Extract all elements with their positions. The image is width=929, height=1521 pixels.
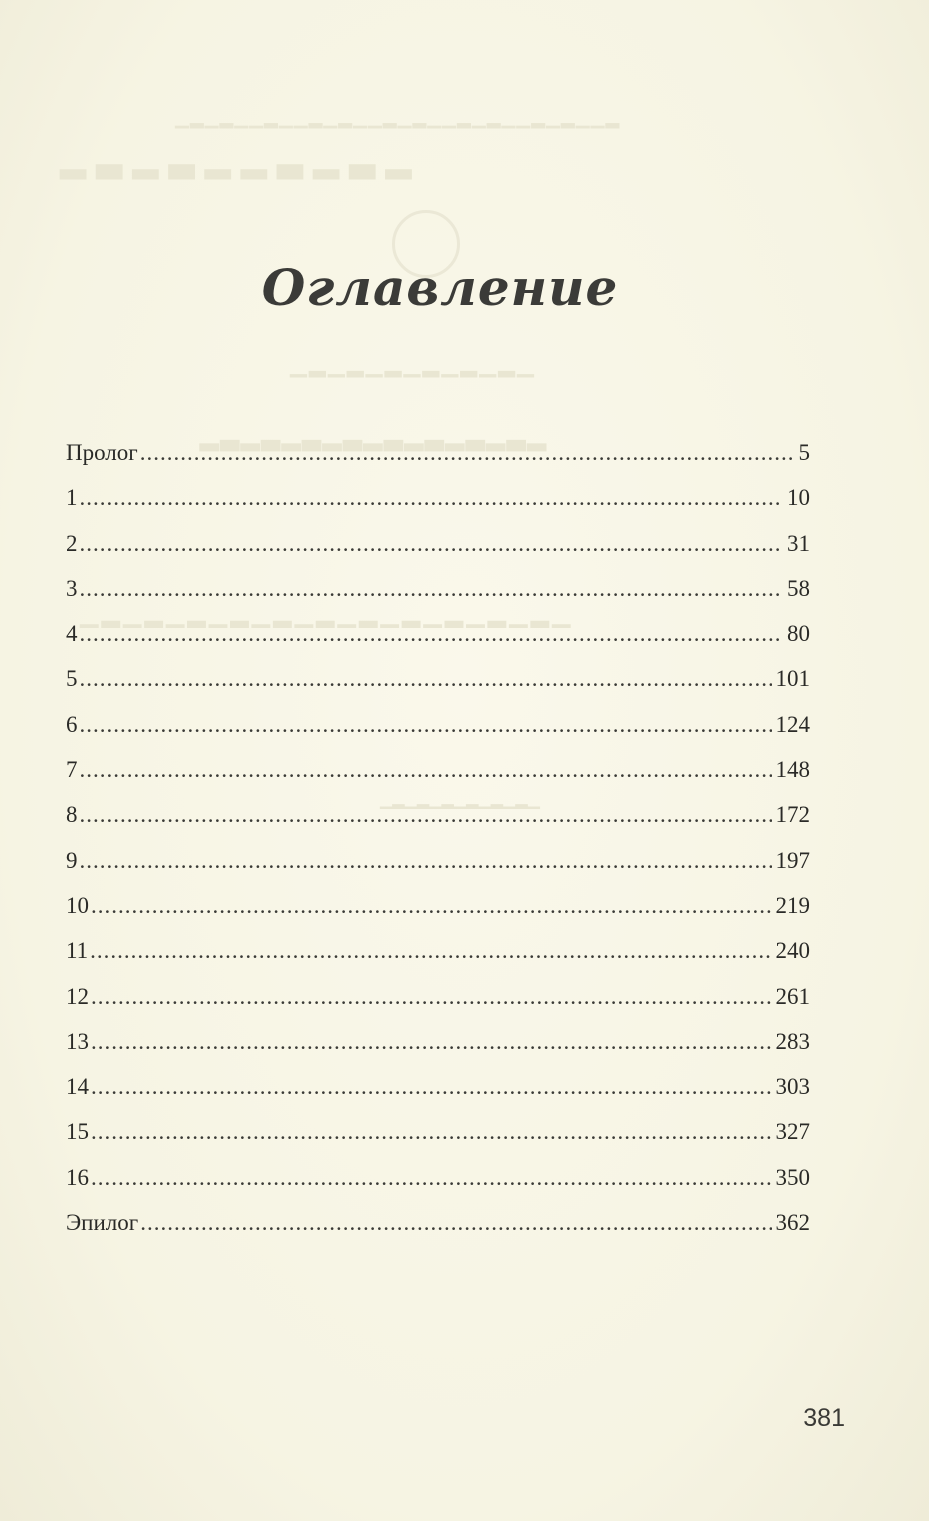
toc-entry (66, 1165, 810, 1210)
toc-entry-page: 240 (775, 938, 810, 964)
toc-entry-page: 58 (787, 575, 810, 601)
toc-entry-page: 197 (775, 847, 810, 873)
toc-entry (66, 485, 810, 530)
toc-leader-dots (90, 938, 771, 964)
toc-leader-dots (80, 666, 772, 692)
toc-leader-dots (80, 757, 772, 783)
toc-leader-dots (91, 984, 772, 1010)
toc-entry-page: 283 (775, 1028, 810, 1054)
toc-entry (66, 712, 810, 757)
toc-entry (66, 576, 810, 621)
toc-entry-page: 148 (775, 757, 810, 783)
toc-entry-label: 13 (66, 1028, 89, 1054)
toc-entry (66, 1119, 810, 1164)
toc-entry-page: 362 (775, 1210, 810, 1236)
toc-leader-dots (140, 1210, 771, 1236)
toc-entry-label: Эпилог (66, 1210, 139, 1236)
toc-entry (66, 621, 810, 666)
toc-leader-dots (80, 576, 784, 602)
toc-leader-dots (80, 712, 772, 738)
toc-entry-label: 9 (66, 847, 78, 873)
toc-entry-page: 80 (787, 621, 810, 647)
toc-entry-label: 4 (66, 621, 78, 647)
toc-entry-label: 11 (66, 938, 89, 964)
toc-entry-page: 219 (775, 892, 810, 918)
page-number: 381 (803, 1404, 845, 1432)
toc-entry-label: 7 (66, 757, 78, 783)
toc-entry (66, 666, 810, 711)
toc-entry-page: 101 (775, 666, 810, 692)
show-through-text: ▂▃▂▃▂▃▂▃▂▃▂▃▂▃▂▃▂ (200, 425, 548, 451)
toc-entry-label: 2 (66, 530, 78, 556)
show-through-text: ▁▂▁▂▁▂▁▂▁▂▁▂▁ (380, 792, 540, 809)
toc-entry-label: 3 (66, 575, 78, 601)
toc-leader-dots (91, 1074, 772, 1100)
toc-leader-dots (80, 621, 784, 647)
toc-leader-dots (80, 848, 772, 874)
toc-entry-page: 172 (775, 802, 810, 828)
toc-entry-label: 5 (66, 666, 78, 692)
toc-entry (66, 848, 810, 893)
toc-entry-page: 10 (787, 485, 810, 511)
toc-leader-dots (91, 1029, 772, 1055)
toc-entry (66, 1210, 810, 1255)
toc-entry-label: 14 (66, 1074, 89, 1100)
toc-entry (66, 938, 810, 983)
show-through-text: ▁▂▁▂▁▁▂▁▁▂▁▂▁▁▂▁▂▁▁▂▁▂▁▁▂▁▂▁▁▂ (175, 108, 621, 128)
toc-entry-page: 303 (775, 1074, 810, 1100)
toc-entry-label: 16 (66, 1164, 89, 1190)
toc-entry-label: 8 (66, 802, 78, 828)
toc-entry (66, 440, 810, 485)
toc-leader-dots (80, 531, 784, 557)
toc-entry-page: 5 (798, 440, 810, 465)
toc-entry (66, 1074, 810, 1119)
page-title: Оглавление (261, 258, 619, 317)
toc-entry-page: 261 (775, 983, 810, 1009)
toc-leader-dots (80, 802, 772, 828)
toc-leader-dots (91, 1119, 772, 1145)
toc-entry (66, 984, 810, 1029)
toc-entry (66, 1029, 810, 1074)
toc-entry (66, 757, 810, 802)
toc-entry (66, 893, 810, 938)
toc-entry-label: 1 (66, 485, 78, 511)
toc-entry (66, 531, 810, 576)
show-through-text: ▁▂▁▂▁▂▁▂▁▂▁▂▁ (290, 352, 536, 377)
toc-entry-page: 31 (787, 530, 810, 556)
table-of-contents (66, 440, 810, 1255)
toc-entry-label: 12 (66, 983, 89, 1009)
toc-leader-dots (80, 485, 784, 511)
toc-leader-dots (140, 440, 795, 466)
show-through-text: ▁▂▁▂▁▂▁▂▁▂▁▂▁▂▁▂▁▂▁▂▁▂▁ (80, 602, 574, 628)
toc-entry-page: 124 (775, 711, 810, 737)
toc-leader-dots (91, 1165, 772, 1191)
toc-entry-label: Пролог (66, 440, 138, 465)
toc-entry (66, 802, 810, 847)
toc-entry-label: 6 (66, 711, 78, 737)
toc-entry-page: 350 (775, 1164, 810, 1190)
show-through-text: ▂▃▂▃▂▂▃▂▃▂ (60, 142, 422, 179)
toc-entry-label: 10 (66, 892, 89, 918)
toc-entry-label: 15 (66, 1119, 89, 1145)
toc-entry-page: 327 (775, 1119, 810, 1145)
toc-leader-dots (91, 893, 772, 919)
